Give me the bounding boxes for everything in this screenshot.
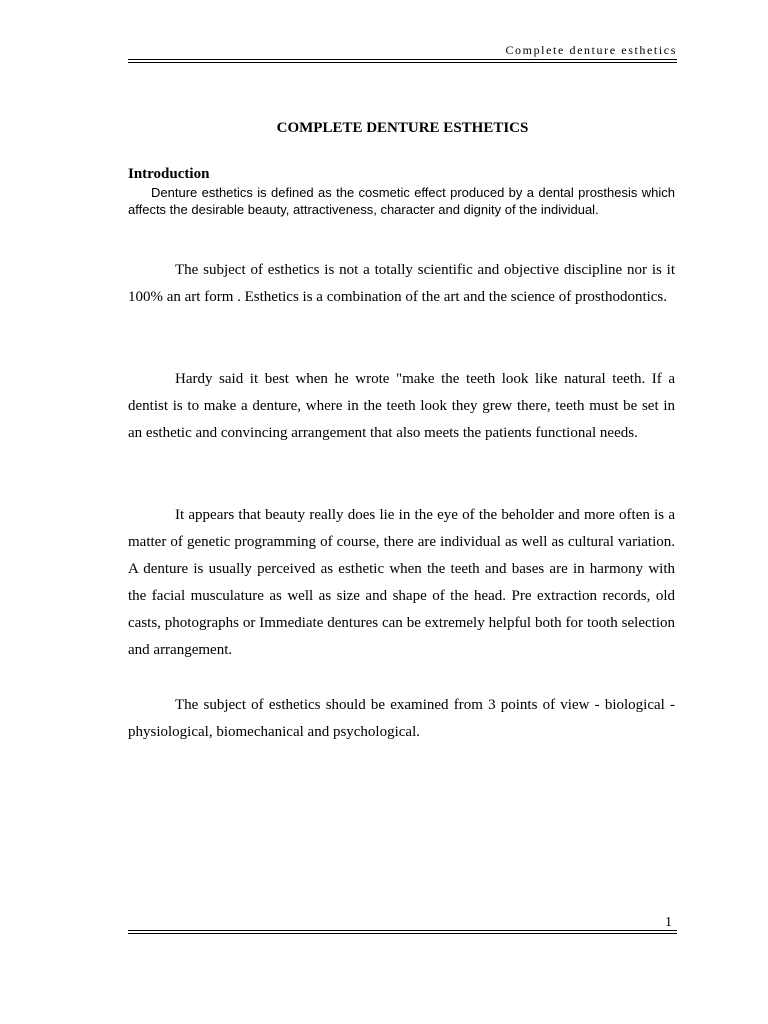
body-paragraph-3: It appears that beauty really does lie in the eye of the beholder and more often is a matter of genetic programming of course, there are individual as well as cultural variation. A denture is usually perceived as esthetic when the teeth and bases are in harmony with the facial musculature as well as size and shape of the head. Pre extraction records, old casts, photographs or Immediate dentures can be extremely helpful both for tooth selection and arrangement. [128, 507, 675, 658]
body-paragraph-1: The subject of esthetics is not a totally scientific and objective discipline nor is it 100% an art form . Esthetics is a combination of the art and the science of prosthodontics. [128, 262, 675, 305]
page-number: 1 [665, 915, 672, 930]
header-rule [128, 59, 677, 63]
page-title: COMPLETE DENTURE ESTHETICS [276, 120, 529, 136]
body-paragraph-2: Hardy said it best when he wrote "make the teeth look like natural teeth. If a dentist is to make a denture, where in the teeth look they grew there, teeth must be set in an esthetic and convincing arrangement that also meets the patients functional needs. [128, 371, 675, 441]
footer-rule [128, 930, 677, 934]
intro-paragraph: Denture esthetics is defined as the cosmetic effect produced by a dental prosthesis which affects the desirable beauty, attractiveness, character and dignity of the individual. [128, 185, 675, 217]
body-paragraph-4: The subject of esthetics should be examined from 3 points of view - biological - physiological, biomechanical and psychological. [128, 697, 675, 740]
running-header: Complete denture esthetics [505, 43, 677, 57]
section-heading-introduction: Introduction [128, 166, 210, 182]
